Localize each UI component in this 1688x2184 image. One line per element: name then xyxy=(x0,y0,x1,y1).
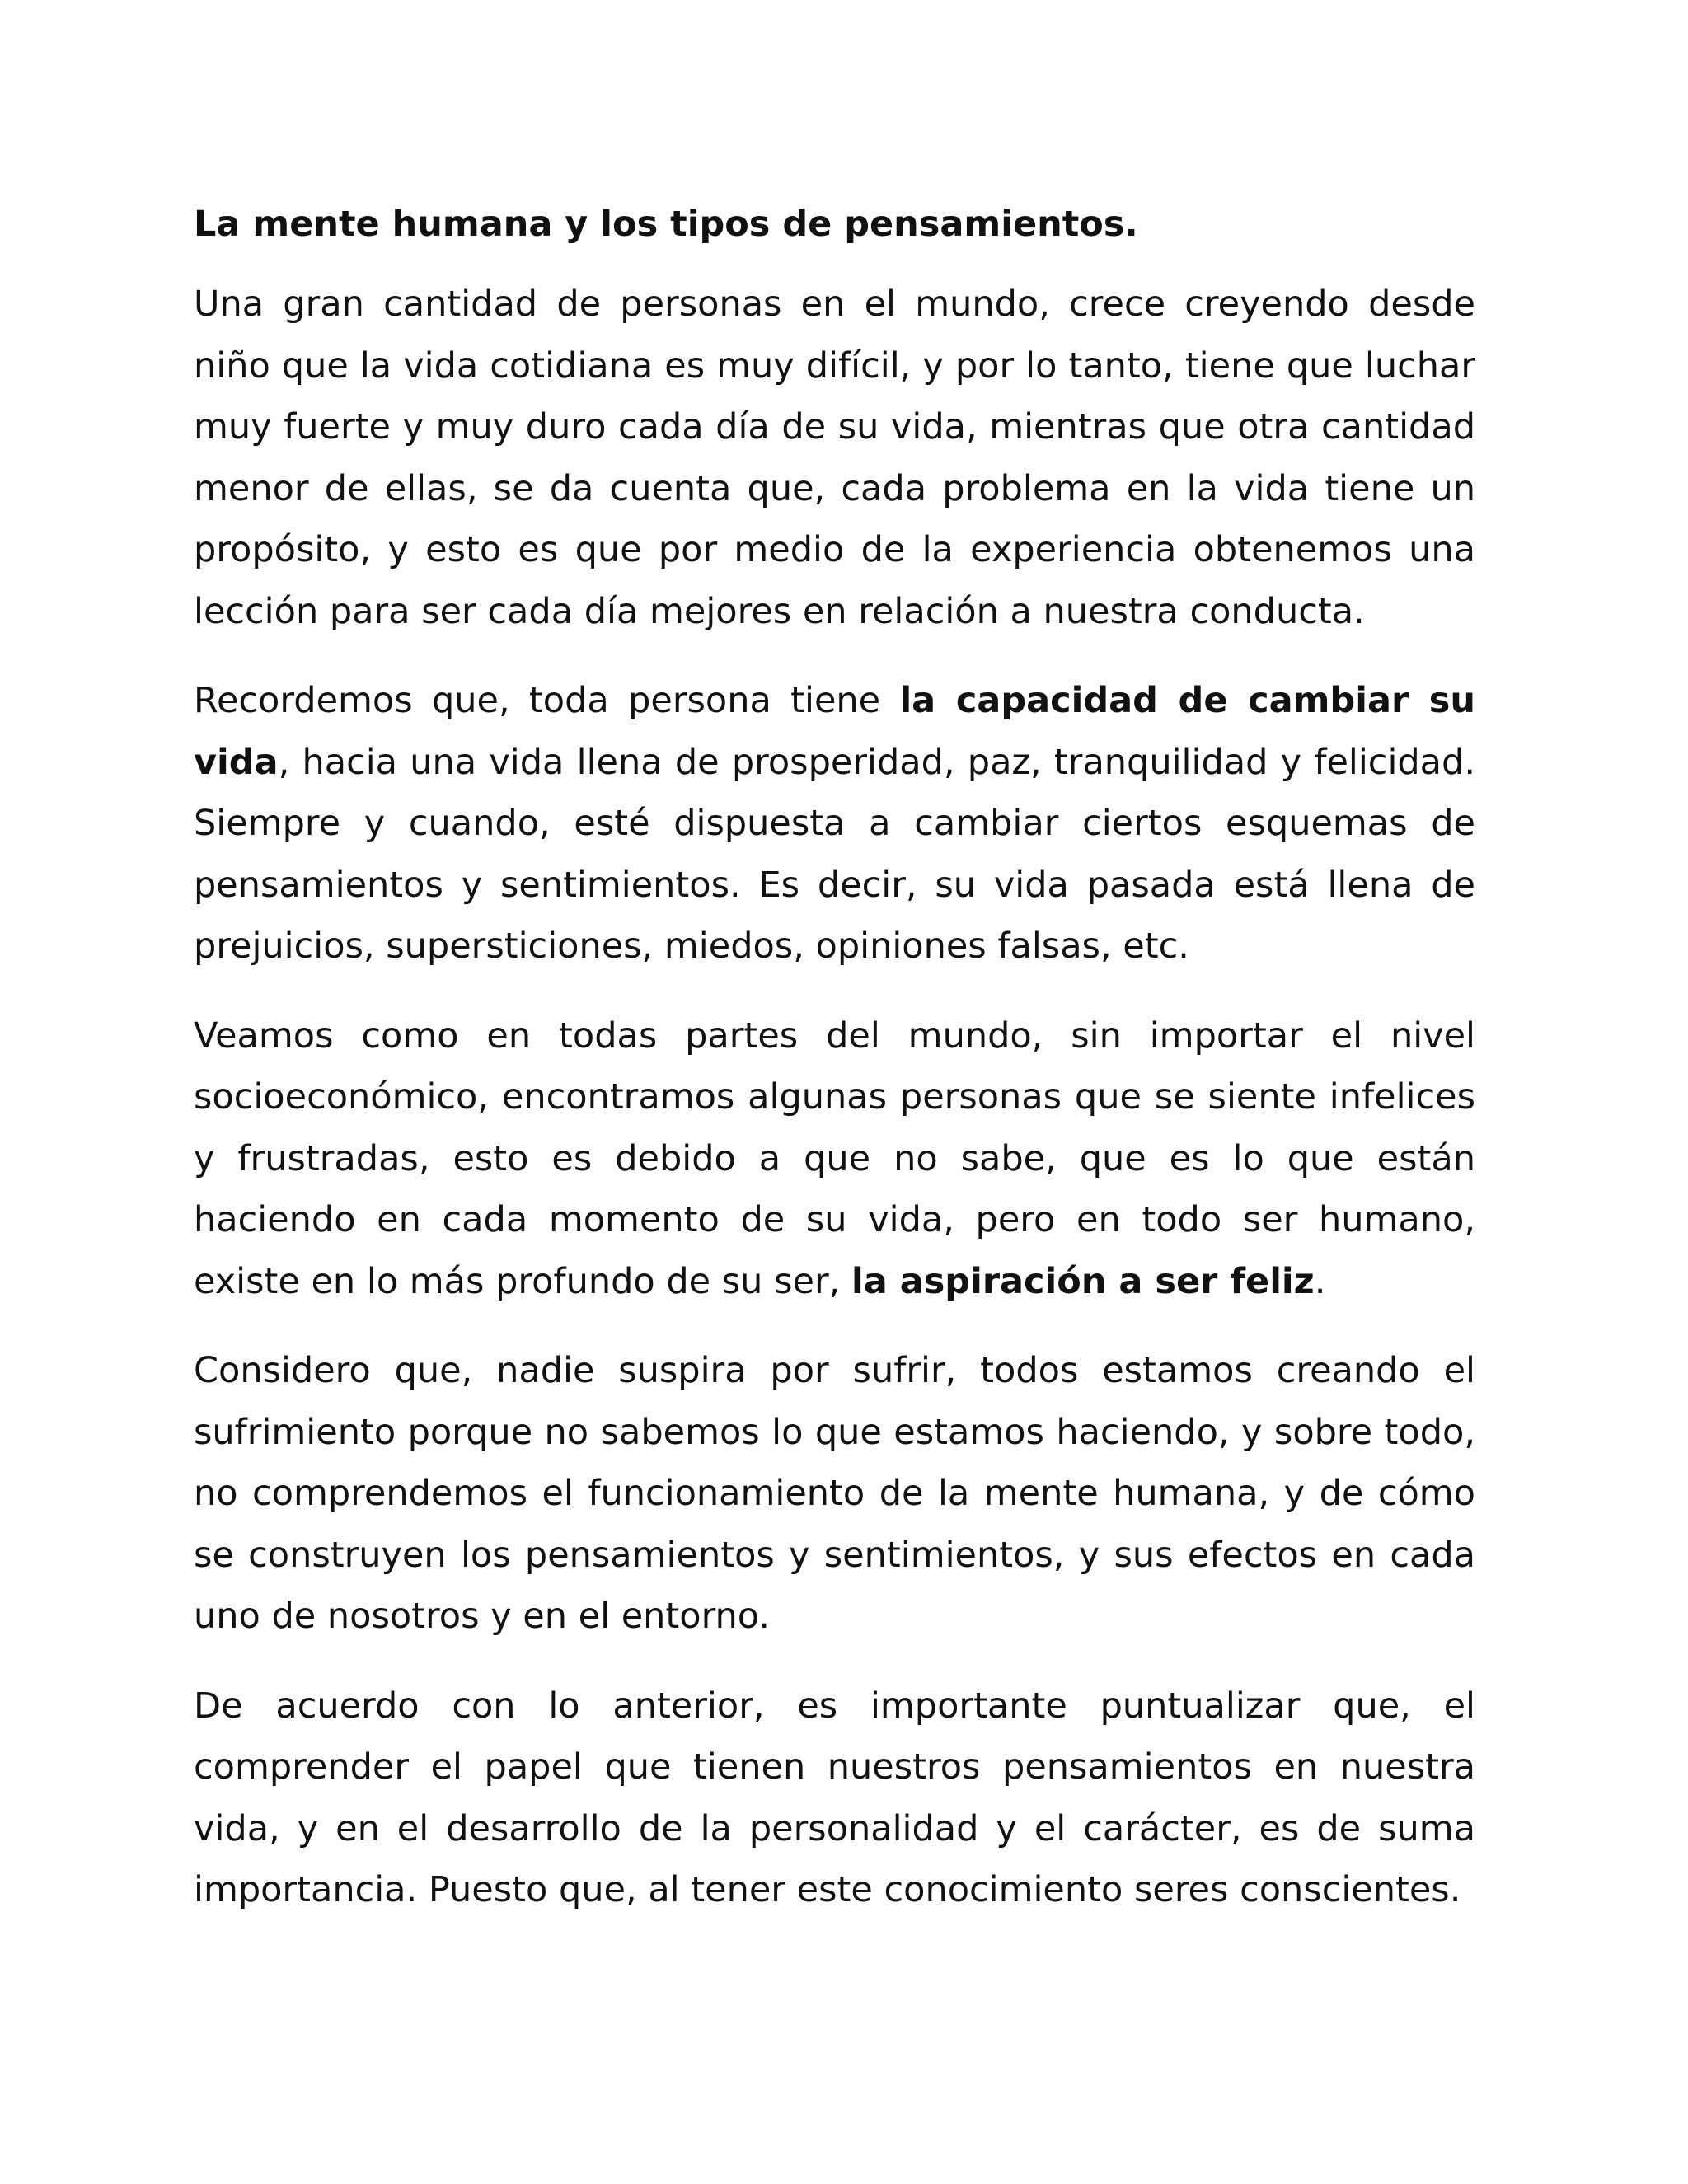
paragraph-1: Una gran cantidad de personas en el mundo, crece creyendo desde niño que la vida cotidiana es muy difícil, y por lo tanto, tiene que luchar muy fuerte y muy duro cada día de su vida, mientras que otra cantidad menor de ellas, se da cuenta que, cada problema en la vida tiene un propósito, y esto es que por medio de la experiencia obtenemos una lección para ser cada día mejores en relación a nuestra conducta. xyxy=(194,284,1475,632)
paragraph-2-start: Recordemos que, toda persona tiene xyxy=(194,680,900,721)
paragraph-2-emphasis: la capacidad de cambiar su vida xyxy=(194,680,1475,783)
paragraph-3-end: . xyxy=(1314,1260,1326,1302)
paragraph-3-emphasis: la aspiración a ser feliz xyxy=(851,1260,1315,1302)
paragraph-5: De acuerdo con lo anterior, es importante puntualizar que, el comprender el papel que tienen nuestros pensamientos en nuestra vida, y en el desarrollo de la personalidad y el carácter, es de suma importancia. Puesto que, al tener este conocimiento seres conscientes. xyxy=(194,1685,1475,1910)
paragraph-4: Considero que, nadie suspira por sufrir, todos estamos creando el sufrimiento porque no sabemos lo que estamos haciendo, y sobre todo, no comprendemos el funcionamiento de la mente humana, y de cómo se construyen los pensamientos y sentimientos, y sus efectos en cada uno de nosotros y en el entorno. xyxy=(194,1350,1475,1637)
document-page xyxy=(194,199,1475,1949)
paragraph-2 xyxy=(194,670,1475,977)
paragraph-2-end: , hacia una vida llena de prosperidad, paz, tranquilidad y felicidad. Siempre y cuando, esté dispuesta a cambiar ciertos esquemas de pensamientos y sentimientos. Es decir, su vida pasada está llena de prejuicios, supersticiones, miedos, opiniones falsas, etc. xyxy=(194,741,1475,967)
paragraph-3 xyxy=(194,1005,1475,1313)
document-title: La mente humana y los tipos de pensamientos. xyxy=(194,204,1138,245)
paragraph-3-start: Veamos como en todas partes del mundo, sin importar el nivel socioeconómico, encontramos algunas personas que se siente infelices y frustradas, esto es debido a que no sabe, que es lo que están haciendo en cada momento de su vida, pero en todo ser humano, existe en lo más profundo de su ser, xyxy=(194,1015,1475,1302)
